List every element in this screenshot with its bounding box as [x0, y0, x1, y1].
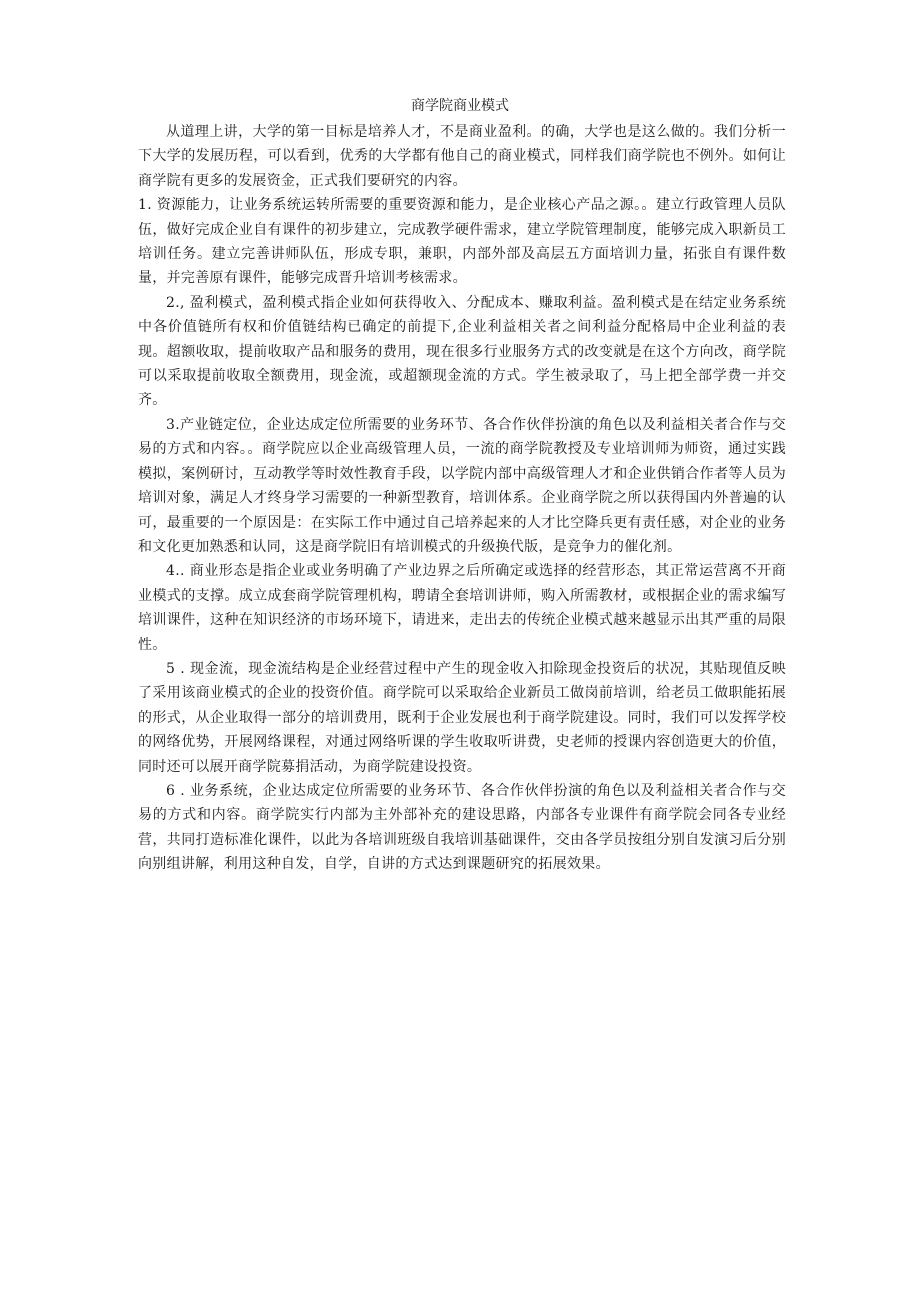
intro-paragraph: 从道理上讲，大学的第一目标是培养人才，不是商业盈利。的确，大学也是这么做的。我们分析一下大学的发展历程，可以看到，优秀的大学都有他自己的商业模式，同样我们商学院也不例外。如何让商学院有更多的发展资金，正式我们要研究的内容。: [138, 124, 786, 189]
section-5-cash-flow: 5 . 现金流，现金流结构是企业经营过程中产生的现金收入扣除现金投资后的状况，其贴现值反映了采用该商业模式的企业的投资价值。商学院可以采取给企业新员工做岗前培训，给老员工做职能拓展的形式，从企业取得一部分的培训费用，既利于企业发展也利于商学院建设。同时，我们可以发挥学校的网络优势，开展网络课程，对通过网络听课的学生收取听讲费，史老师的授课内容创造更大的价值，同时还可以展开商学院募捐活动，为商学院建设投资。: [138, 660, 786, 775]
section-1-resource-capability: 1. 资源能力，让业务系统运转所需要的重要资源和能力，是企业核心产品之源。。建立行政管理人员队伍，做好完成企业自有课件的初步建立，完成教学硬件需求，建立学院管理制度，能够完成入职新员工培训任务。建立完善讲师队伍，形成专职，兼职，内部外部及高层五方面培训力量，拓张自有课件数量，并完善原有课件，能够完成晋升培训考核需求。: [138, 197, 786, 287]
section-3-industry-chain-positioning: 3.产业链定位，企业达成定位所需要的业务环节、各合作伙伴扮演的角色以及利益相关者合作与交易的方式和内容。。商学院应以企业高级管理人员，一流的商学院教授及专业培训师为师资，通过实践模拟，案例研讨，互动教学等时效性教育手段，以学院内部中高级管理人才和企业供销合作者等人员为培训对象，满足人才终身学习需要的一种新型教育，培训体系。企业商学院之所以获得国内外普遍的认可，最重要的一个原因是：在实际工作中通过自己培养起来的人才比空降兵更有责任感，对企业的业务和文化更加熟悉和认同，这是商学院旧有培训模式的升级换代版，是竞争力的催化剂。: [138, 416, 786, 555]
document-title: 商学院商业模式: [411, 98, 509, 114]
document-body: [138, 120, 786, 877]
section-2-profit-model: 2., 盈利模式，盈利模式指企业如何获得收入、分配成本、赚取利益。盈利模式是在结定业务系统中各价值链所有权和价值链结构已确定的前提下,企业利益相关者之间利益分配格局中企业利益的表现。超额收取，提前收取产品和服务的费用，现在很多行业服务方式的改变就是在这个方向改，商学院可以采取提前收取全额费用，现金流，或超额现金流的方式。学生被录取了，马上把全部学费一并交齐。: [138, 294, 786, 409]
section-4-business-form: 4.. 商业形态是指企业或业务明确了产业边界之后所确定或选择的经营形态，其正常运营离不开商业模式的支撑。成立成套商学院管理机构，聘请全套培训讲师，购入所需教材，或根据企业的需求编写培训课件，这种在知识经济的市场环境下，请进来，走出去的传统企业模式越来越显示出其严重的局限性。: [138, 563, 786, 653]
section-6-business-system: 6 . 业务系统，企业达成定位所需要的业务环节、各合作伙伴扮演的角色以及利益相关者合作与交易的方式和内容。商学院实行内部为主外部补充的建设思路，内部各专业课件有商学院会同各专业经营，共同打造标准化课件，以此为各培训班级自我培训基础课件，交由各学员按组分别自发演习后分别向别组讲解，利用这种自发，自学，自讲的方式达到课题研究的拓展效果。: [138, 782, 786, 873]
